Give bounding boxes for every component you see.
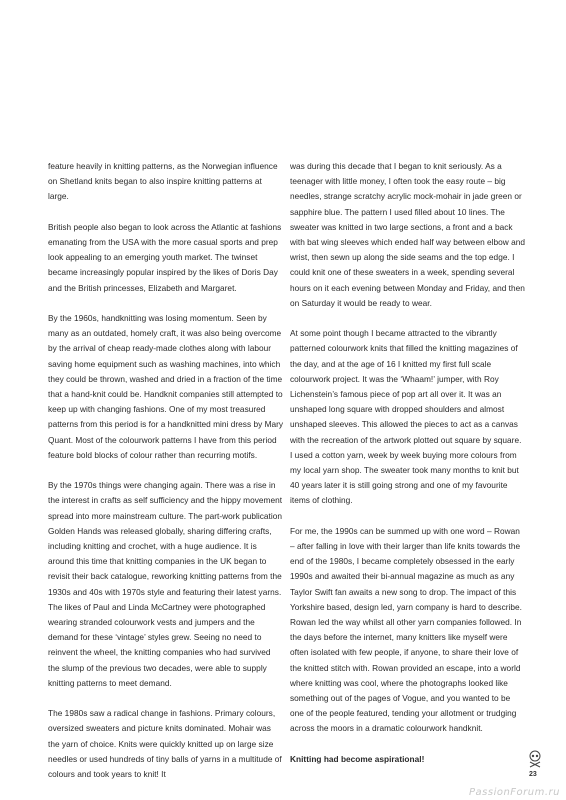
skull-icon	[528, 750, 542, 768]
paragraph: The 1980s saw a radical change in fashions. Primary colours, oversized sweaters and picture knits dominated. Mohair was the yarn of choice. Knits were quickly knitted up on large size needles or used hundreds of tiny balls of yarns in a multitude of colours and took years to knit! It	[48, 708, 282, 780]
closing-statement: Knitting had become aspirational!	[290, 753, 425, 764]
right-column	[290, 159, 526, 782]
watermark: PassionForum.ru	[468, 787, 560, 798]
paragraph: For me, the 1990s can be summed up with one word – Rowan – after falling in love with their larger than life knits towards the end of the 1980s, I became completely obsessed in the early 1990s and awaited their bi-annual magazine as much as any Taylor Swift fan awaits a new song to drop. The impact of this Yorkshire based, design led, yarn company is hard to describe. Rowan led the way whilst all other yarn companies followed. In the days before the internet, many knitters like myself were often isolated with few people, if anyone, to share their love of the knitted stitch with. Rowan provided an escape, into a world where knitting was cool, where the photographs looked like something out of the pages of Vogue, and you wanted to be one of the people featured, tending your allotment or trudging across the moors in a dramatic colourwork handknit.	[290, 525, 522, 734]
paragraph: At some point though I became attracted to the vibrantly patterned colourwork knits that filled the knitting magazines of the day, and at the age of 16 I knitted my first full scale colourwork project. It was the ‘Whaam!’ jumper, with Roy Lichenstein’s famous piece of pop art all over it. It was an unshaped long square with dropped shoulders and almost unshaped sleeves. This allowed the pieces to act as a canvas with the recreation of the artwork plotted out square by square. I used a cotton yarn, week by week buying more colours from my local yarn shop. The sweater took many months to knit but 40 years later it is still going strong and one of my favourite items of clothing.	[290, 328, 522, 506]
paragraph: feature heavily in knitting patterns, as the Norwegian influence on Shetland knits began to also inspire knitting patterns at large.	[48, 161, 278, 202]
paragraph: British people also began to look across the Atlantic at fashions emanating from the USA with the more casual sports and prep look appealing to an emerging youth market. The twinset became increasingly popular inspired by the likes of Doris Day and the British princesses, Elizabeth and Margaret.	[48, 221, 282, 293]
paragraph: By the 1970s things were changing again. There was a rise in the interest in crafts as self sufficiency and the hippy movement spread into more mainstream culture. The part-work publication Golden Hands was released globally, sharing differing crafts, including knitting and crochet, with a huge audience. It is around this time that knitting companies in the UK began to revisit their back catalogue, reworking knitting patterns from the 1930s and 40s with 1970s style and featuring their latest yarns. The likes of Paul and Linda McCartney were photographed wearing stranded colourwork vests and jumpers and the demand for these ‘vintage’ styles grew. Seeing no need to reinvent the wheel, the knitting companies who had survived the slump of the previous two decades, were able to supply knitting patterns to meet demand.	[48, 480, 283, 688]
paragraph: By the 1960s, handknitting was losing momentum. Seen by many as an outdated, homely craft, it was also being overcome by the arrival of cheap ready-made clothes along with labour saving home equipment such as washing machines, into which they could be thrown, washed and dried in a fraction of the time that a hand-knit could be. Handknit companies still attempted to keep up with changing fashions. One of my most treasured patterns from this period is for a handknitted mini dress by Mary Quant. Most of the colourwork patterns I have from this period feature bold blocks of colour rather than recurring motifs.	[48, 313, 284, 460]
page-number: 23	[529, 771, 537, 778]
paragraph: was during this decade that I began to knit seriously. As a teenager with little money, I often took the easy route – big needles, strange scratchy acrylic mock-mohair in jade green or sapphire blue. The pattern I used filled about 10 lines. The sweater was knitted in two large sections, a front and a back with bat wing sleeves which ended half way between elbow and wrist, then sewn up along the side seams and the top edge. I could knit one of these sweaters in a week, spending several hours on it each evening between Monday and Friday, and then on Saturday it would be ready to wear.	[290, 161, 526, 308]
left-column	[48, 159, 284, 797]
